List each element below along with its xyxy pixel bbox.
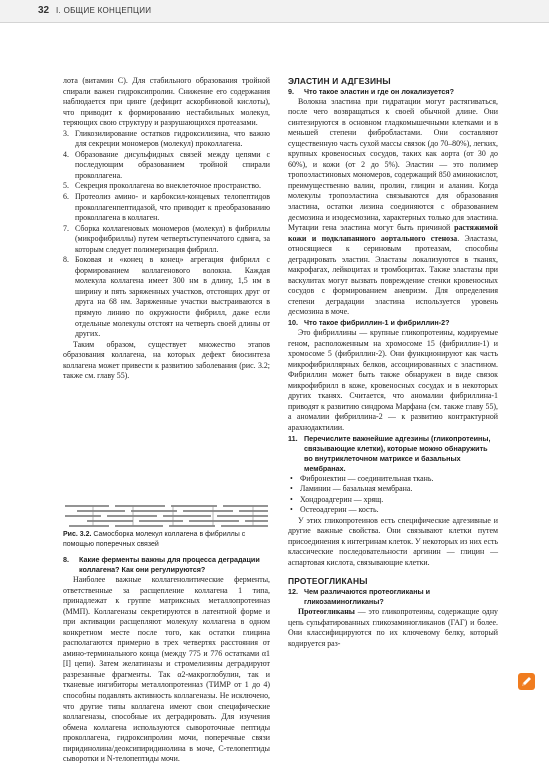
collagen-fibrils-illustration [63, 501, 270, 528]
answer-12: Протеогликаны — это гликопротеины, содержащие одну цепь сульфатированных гликозаминогликанов (ГАГ) и более. Они классифицируются по их ключевому белку, который кодируется раз- [288, 606, 498, 648]
answer-9-emphasis: растяжимой кожи и подклапанного аортального стеноза [288, 223, 498, 243]
pencil-logo-icon [518, 673, 535, 690]
question-10: 10. Что такое фибриллин-1 и фибриллин-2? [288, 318, 450, 328]
publisher-logo [518, 673, 535, 690]
list-item: • Ламинин — базальная мембрана. [290, 484, 413, 494]
left-column-lower [63, 555, 270, 765]
list-item: • Хондроадгерин — хрящ. [290, 494, 384, 504]
answer-8: Наиболее важные коллагенолитические ферменты, ответственные за расщепление коллагена 1 типа, принадлежат к группе матриксных металлопротеиназ (ММП). Коллагеназы секретируются в латентной форме и при активации расщепляют молекулу коллагена в одном конкретном месте после того, как остатки глицина располагаются примерно в трех четвертях расстояния от амино-терминального конца (между 775 и 776 остатками α1 [I] цепи). Затем желатиназы и стромелизины деградируют разрезанные фрагменты. Так α2-макроглобулин, так и тканевые ингибиторы металлопротеиназ (ТИМР от 1 до 4) способны подавлять активность коллагеназы. Не исключено, что другие типы коллагена имеют свои специфические коллагеназы, способные их деградировать. Для изучения обмена коллагена используются сывороточные пептиды проколлагена, гидроксипролин мочи, поперечные связи пиридинолина/деоксипиридинолина в моче, С-телопептиды сыворотки и N-телопептиды мочи. [63, 575, 270, 764]
list-item: 7. Сборка коллагеновых мономеров (молекул) в фибриллы (микрофибриллы) путем четвертьступенчатого сдвига, за которым следует полимеризация фибрилл. [63, 223, 270, 254]
adhesins-list [288, 474, 498, 516]
list-item: 5. Секреция проколлагена во внеклеточное пространство. [63, 181, 261, 191]
answer-11: У этих гликопротеинов есть специфические адгезивные и другие важные свойства. Они связывают клетки путем присоединения к интегринам клеток. У некоторых из них есть классические последовательности аргинин — глицин — аспартовая кислота, связывающие клетки. [288, 515, 498, 567]
question-12: 12. Чем различаются протеогликаны и гликозаминогликаны? [288, 586, 431, 606]
page-number: 32 [38, 5, 50, 16]
answer-10: Это фибриллины — крупные гликопротеины, кодируемые геном, расположенным на хромосоме 15 (фибриллин-1) и хромосоме 5 (фибриллин-2). Они функционируют как часть микрофибриллярных белков, ассоциированных с эластином. Фибриллин может быть также обнаружен в виде связок микрофибрилл в коже, кровеносных сосудах и в некоторых других тканях. Считается, что аномалии фибриллина-1 приводят к развитию синдрома Марфана (см. также главу 55), а аномалии фибриллина-2 — к развитию контрактурной арахнодактилии. [288, 328, 498, 432]
figure-caption [63, 530, 270, 549]
list-item: • Фибронектин — соединительная ткань. [290, 473, 434, 483]
answer-9: Волокна эластина при гидратации могут растягиваться, после чего возвращаться к своей обычной длине. Они синтезируются в основном гладкомышечными клетками и в меньшей степени фибробластами. Они составляют существенную часть сухой массы связок (до 70–80%), легких, крупных кровеносных сосудов, таких как аорта (от 30 до 60%), и кожи (от 2 до 5%). Эластин — это полимер тропоэластиновых мономеров, содержащий 850 аминокислот, преимущественно валин, пролин, глицин и аланин. Когда молекулы тропоэластина связываются для образования эластина, остатки лизина соединяются с образованием десмозина и изодесмозина, характерных только для эластина. Мутации гена эластина могут быть причиной растяжимой кожи и подклапанного аортального стеноза. Эластазы, относящиеся к сериновым протеазам, способны деградировать эластин. Эластазы локализуются в тканях, макрофагах, лейкоцитах и тромбоцитах. Также эластазы при васкулитах могут вызвать повреждение стенки кровеносных сосудов с формированием аневризм. Для определения степени деградации эластина используется уровень десмозина в моче. [288, 96, 498, 317]
page-header [0, 0, 549, 23]
question-9: 9. Что такое эластин и где он локализуется? [288, 86, 454, 96]
figure-caption-label: Рис. 3.2. [63, 531, 92, 538]
figure-collagen-fibrils [63, 501, 270, 528]
left-column [63, 76, 270, 382]
answer-12-term: Протеогликаны [298, 606, 355, 616]
list-item: 6. Протеолиз амино- и карбоксил-концевых телопептидов проколлагенпептидазой, что приводит к преобразованию проколлагена в коллаген. [63, 192, 270, 223]
list-item: 3. Гликозилирование остатков гидроксилизина, что важно для секреции мономеров (молекул) проколлагена. [63, 128, 270, 149]
list-item: • Остеоадгерин — кость. [290, 505, 379, 515]
paragraph-summary: Таким образом, существует множество этапов образования коллагена, на которых дефект биосинтеза коллагена может привести к развитию заболевания (рис. 3.2; также см. главу 55). [63, 339, 270, 381]
list-item: 4. Образование дисульфидных связей между цепями с последующим образованием тройной спирали проколлагена. [63, 149, 270, 180]
section-heading-proteoglycans: ПРОТЕОГЛИКАНЫ [288, 576, 368, 587]
question-11: 11. Перечислите важнейшие адгезины (гликопротеины, связывающие клетки), которые можно обнаружить во внутриклеточном матриксе и базальных мембранах. [288, 433, 491, 473]
section-title: I. ОБЩИЕ КОНЦЕПЦИИ [56, 6, 152, 15]
paragraph-intro: лота (витамин С). Для стабильного образования тройной спирали важен гидроксипролин. Снижение его содержания наблюдается при цинге (дефицит аскорбиновой кислоты), что приводит к формированию нестабильных молекул, теряющих свою структуру и разрушающихся протеазами. [63, 76, 270, 128]
question-8: 8. Какие ферменты важны для процесса деградации коллагена? Как они регулируются? [63, 555, 260, 574]
list-item: 8. Боковая и «конец в конец» агрегация фибрилл с формированием коллагенового волокна. Каждая молекула коллагена имеет 300 нм в длину, 1,5 нм в ширину и пять заряженных участков, отстоящих друг от друга на 68 нм. Заряженные участки выстраиваются в прямую линию по окружности фибрилл, даже если отдельные молекулы отстоят на четверть своей длины от других. [63, 255, 270, 339]
section-heading-elastin: ЭЛАСТИН И АДГЕЗИНЫ [288, 76, 391, 86]
right-column [288, 76, 498, 649]
steps-list [63, 129, 270, 340]
figure-caption-text: Самосборка молекул коллагена в фибриллы с помощью поперечных связей [63, 531, 246, 548]
